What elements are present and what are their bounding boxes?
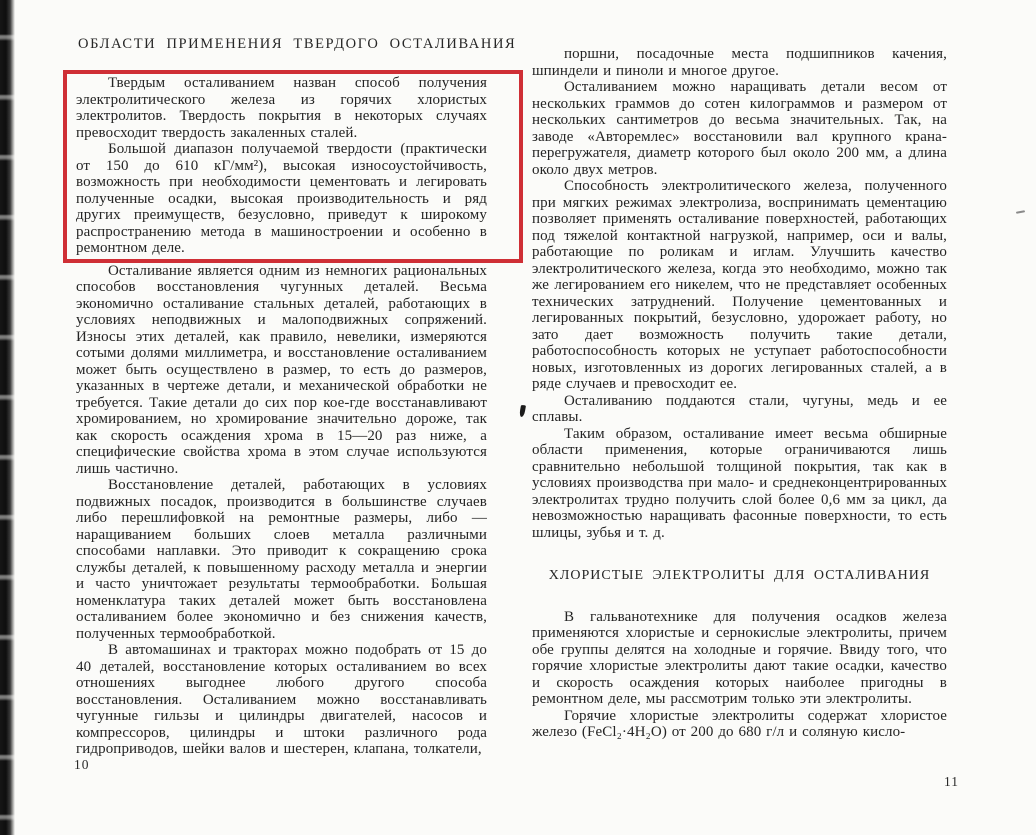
page-number-left: 10 xyxy=(74,757,90,772)
page-number-right: 11 xyxy=(944,774,959,789)
ink-mark xyxy=(1016,210,1025,214)
book-binding-edge xyxy=(0,0,15,835)
section-title: ОБЛАСТИ ПРИМЕНЕНИЯ ТВЕРДОГО ОСТАЛИВАНИЯ xyxy=(78,36,517,52)
paragraph: поршни, посадочные места подшипников качения, шпиндели и пиноли и многое другое. xyxy=(532,46,947,79)
right-column-bottom xyxy=(532,609,947,741)
paragraph: Осталиванию поддаются стали, чугуны, медь и ее сплавы. xyxy=(532,392,947,425)
paragraph: В автомашинах и тракторах можно подобрать от 15 до 40 деталей, восстановление которых осталиванием во всех отношениях выгоднее любого другого способа восстановления. Осталиванием можно восстанавливать чугунные гильзы и цилиндры двигателей, насосов и компрессоров, цилиндры и штоки различного рода гидроприводов, шейки валов и шестерен, клапана, толкатели, xyxy=(76,642,487,757)
right-column-top xyxy=(532,46,947,541)
paragraph: Осталиванием можно наращивать детали весом от нескольких граммов до сотен килограммов и размером от нескольких сантиметров до весьма значительных. Так, на заводе «Авторемлес» восстановили вал крупного крана-перегружателя, диаметр которого был около 200 мм, а длина около двух метров. xyxy=(532,79,947,178)
left-column-body xyxy=(76,263,487,758)
right-column xyxy=(532,46,947,741)
subsection-title: ХЛОРИСТЫЕ ЭЛЕКТРОЛИТЫ ДЛЯ ОСТАЛИВАНИЯ xyxy=(548,568,931,583)
paragraph: Большой диапазон получаемой твердости (практически от 150 до 610 кГ/мм²), высокая износоустойчивость, возможность при необходимости цементовать и легировать полученные осадки, высокая производительность и ряд других преимуществ, безусловно, приведут к широкому распространению метода в машиностроении и особенно в ремонтном деле. xyxy=(76,141,487,256)
paragraph: Восстановление деталей, работающих в условиях подвижных посадок, производится в большинстве случаев либо перешлифовкой на ремонтные размеры, либо — наращиванием больших слоев металла различными способами наплавки. Это приводит к сокращению срока службы деталей, к повышенному расходу металла и энергии и часто уничтожает результаты термообработки. Большая номенклатура таких деталей может быть восстановлена осталиванием более экономично и без снижения качеств, полученных термообработкой. xyxy=(76,477,487,642)
paragraph: Горячие хлористые электролиты содержат хлористое железо (FeCl₂·4H₂O) от 200 до 680 г/л и соляную кисло- xyxy=(532,707,947,740)
highlight-box-red xyxy=(63,70,523,263)
ink-mark xyxy=(519,405,526,418)
paragraph: Осталивание является одним из немногих рациональных способов восстановления чугунных деталей. Весьма экономично осталивание стальных деталей, работающих в условиях неподвижных и малоподвижных сопряжений. Износы этих деталей, как правило, невелики, измеряются сотыми долями миллиметра, и восстановление осталиванием может быть осуществлено в размер, то есть до размеров, указанных в чертеже детали, и механической обработки не требуется. Такие детали до сих пор кое-где восстанавливают хромированием, но хромирование значительно дороже, так как скорость осаждения хрома в 15—20 раз ниже, а специфические свойства хрома в этом случае используются лишь частично. xyxy=(76,262,487,477)
paragraph: Твердым осталиванием назван способ получения электролитического железа из горячих хлористых электролитов. Твердость покрытия в некоторых случаях превосходит твердость закаленных сталей. xyxy=(76,75,487,141)
paragraph: Способность электролитического железа, полученного при мягких режимах электролиза, воспринимать цементацию позволяет применять осталивание поверхностей, работающих под тяжелой контактной нагрузкой, например, оси и валы, работающие по роликам и иглам. Улучшить качество электролитического железа, когда это необходимо, можно так же легированием его никелем, что не представляет особенных технических затруднений. Получение цементованных и легированных покрытий, безусловно, удорожает работу, но зато дает возможность получить такие детали, работоспособность которых не уступает работоспособности новых, изготовленных из дорогих легированных сталей, а в ряде случаев и превосходит ее. xyxy=(532,178,947,392)
paragraph: В гальванотехнике для получения осадков железа применяются хлористые и сернокислые электролиты, причем обе группы делятся на холодные и горячие. Ввиду того, что горячие хлористые электролиты дают такие осадки, качество и скорость осаждения которых наиболее пригодны в ремонтном деле, мы рассмотрим только эти электролиты. xyxy=(532,608,947,707)
paragraph: Таким образом, осталивание имеет весьма обширные области применения, которые ограничиваются лишь сравнительно небольшой толщиной покрытия, так как в условиях производства при мало- и среднеконцентрированных электролитах трудно получить слой более 0,6 мм за цикл, да невозможностью наращивать фасонные поверхности, то есть шлицы, зубья и т. д. xyxy=(532,425,947,541)
left-column xyxy=(76,72,487,758)
